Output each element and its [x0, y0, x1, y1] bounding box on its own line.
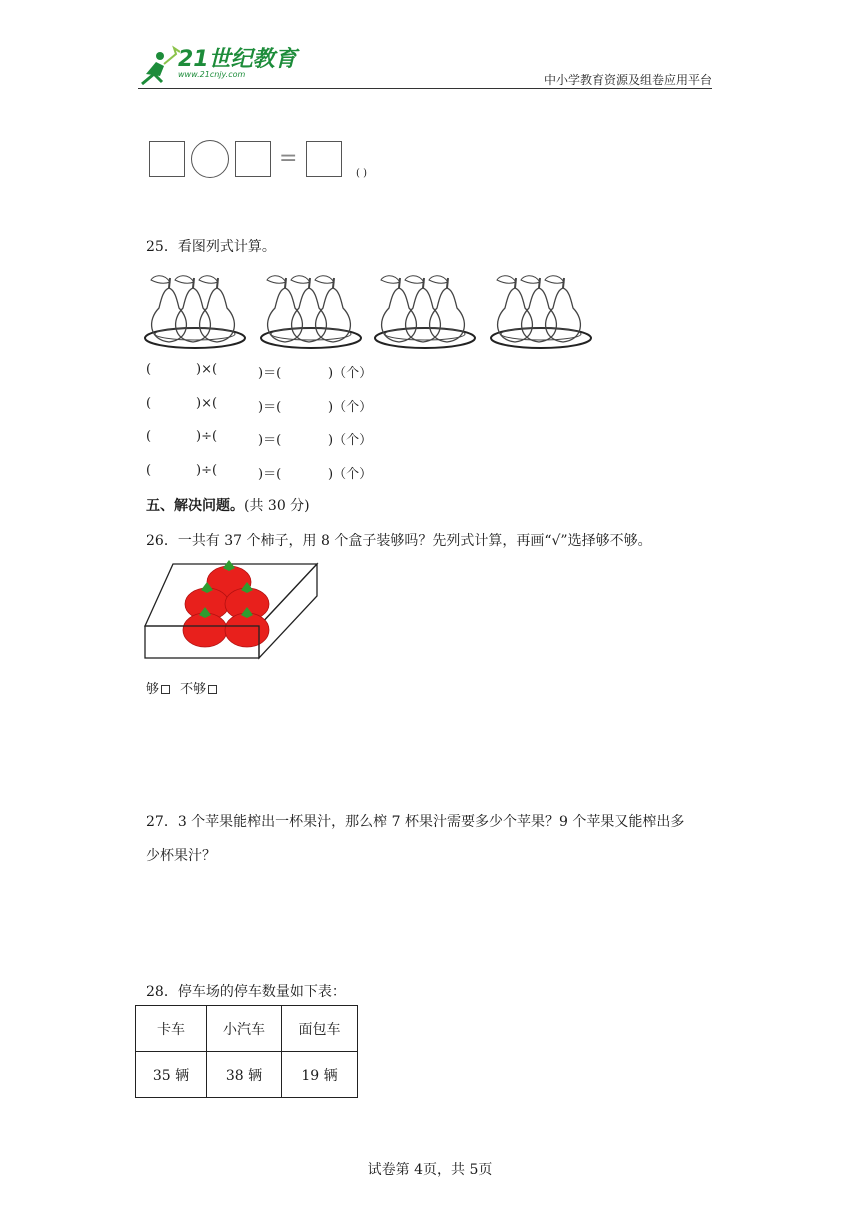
table-cell: 38 辆: [207, 1052, 282, 1098]
logo-url: www.21cnjy.com: [178, 70, 246, 79]
equals-sign: =: [279, 146, 298, 171]
header-divider: [138, 88, 712, 89]
answer-box-result[interactable]: [306, 141, 342, 177]
section-title: 五、解决问题。(共 30 分): [146, 498, 310, 514]
table-header-cell: 卡车: [136, 1006, 207, 1052]
table-row: [136, 1052, 358, 1098]
logo-text: 21世纪教育: [178, 47, 297, 72]
table-cell: 19 辆: [282, 1052, 358, 1098]
pears-on-plates-image: [143, 262, 603, 354]
table-header-cell: 小汽车: [207, 1006, 282, 1052]
table-cell: 35 辆: [136, 1052, 207, 1098]
platform-name: 中小学教育资源及组卷应用平台: [543, 73, 712, 87]
q24-answer-paren[interactable]: ( ): [356, 168, 367, 179]
option-not-enough-label: 不够: [180, 682, 207, 697]
operator-circle[interactable]: [191, 140, 229, 178]
q25-title: 25．看图列式计算。: [146, 239, 276, 255]
option-enough-label: 够: [146, 682, 160, 697]
page-header: [138, 40, 712, 90]
page-footer: 试卷第 4页，共 5页: [367, 1162, 493, 1178]
q28-text: 28．停车场的停车数量如下表：: [146, 984, 346, 1000]
q26-options: [146, 678, 217, 697]
answer-box-1[interactable]: [149, 141, 185, 177]
parking-table: [135, 1005, 358, 1098]
persimmons-box-image: [143, 558, 321, 660]
q27-line-2: 少杯果汁？: [146, 848, 216, 864]
q26-text: 26．一共有 37 个柿子，用 8 个盒子装够吗？先列式计算，再画“√”选择够不够。: [146, 533, 652, 549]
table-header-cell: 面包车: [282, 1006, 358, 1052]
table-header-row: [136, 1006, 358, 1052]
option-not-enough-checkbox[interactable]: [208, 685, 217, 694]
q27-line-1: 27．3 个苹果能榨出一杯果汁，那么榨 7 杯果汁需要多少个苹果？9 个苹果又能榨出多: [146, 814, 685, 830]
answer-box-2[interactable]: [235, 141, 271, 177]
option-enough-checkbox[interactable]: [161, 685, 170, 694]
